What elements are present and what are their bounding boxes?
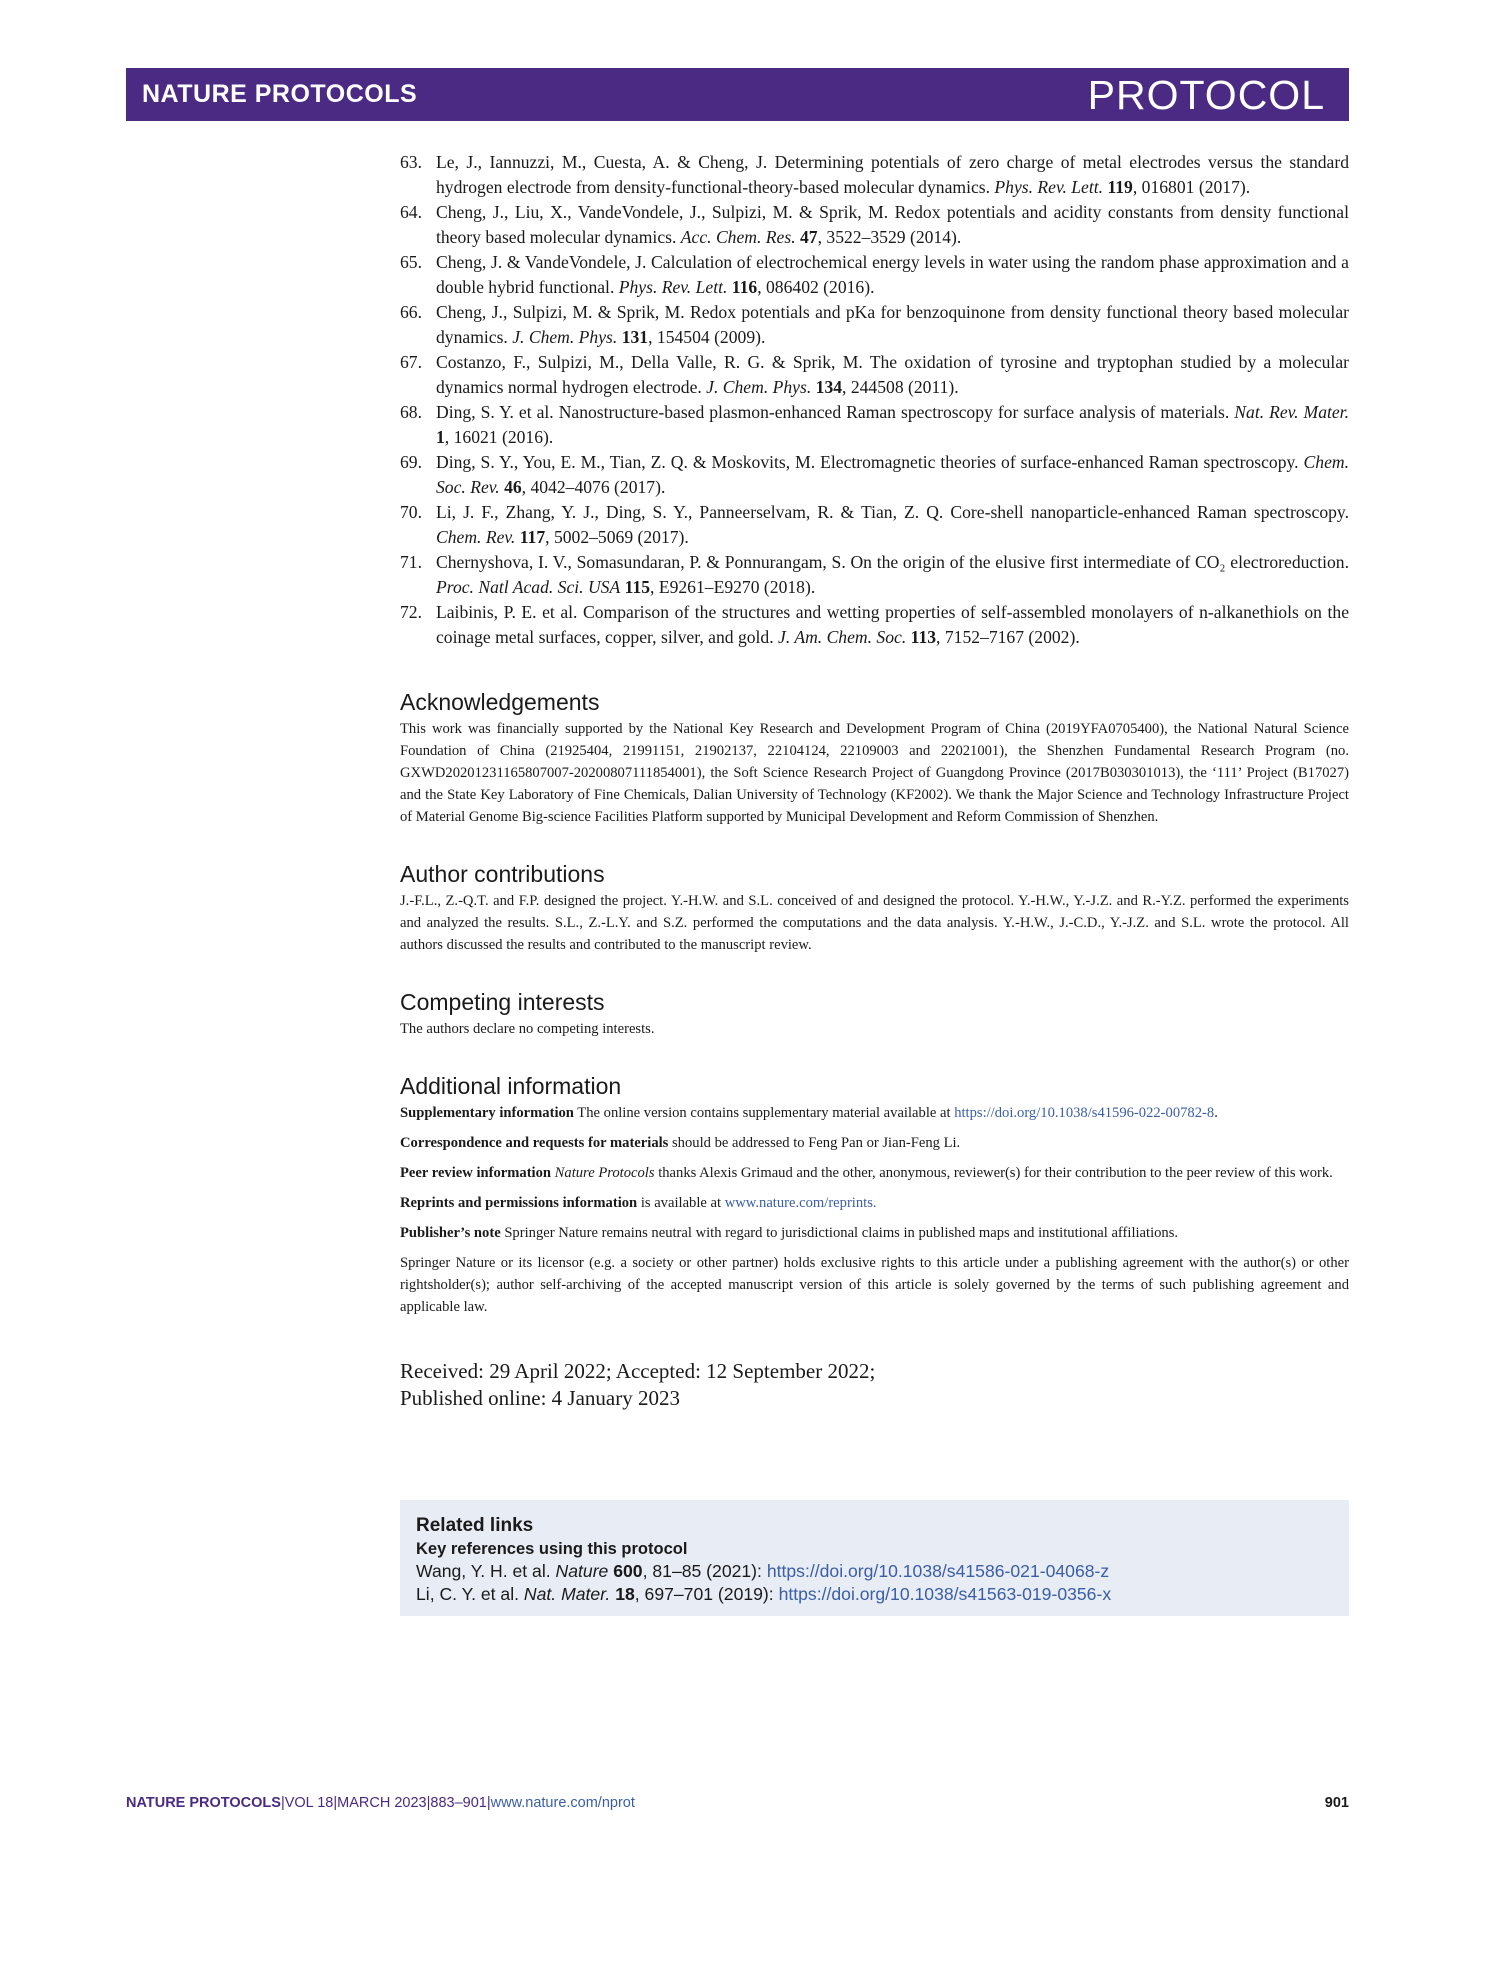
reference-number: 71. [400,552,422,572]
reference-journal: Acc. Chem. Res. [680,227,796,247]
reference-journal: Phys. Rev. Lett. [618,277,728,297]
publisher-note: Publisher’s note Springer Nature remains neutral with regard to jurisdictional claims in published maps and institutional affiliations. [400,1225,1179,1241]
reference-volume: 116 [731,277,758,297]
author-contributions-heading: Author contributions [400,861,605,887]
reference-item: 71. Chernyshova, I. V., Somasundaran, P. & Ponnurangam, S. On the origin of the elusive first intermediate of CO₂ electroreduction. Proc. Natl Acad. Sci. USA 115, E9261–E9270 (2018). [400,552,1349,597]
reference-journal: J. Chem. Phys. [512,327,618,347]
author-contributions-section [400,860,1349,956]
peer-review-information: Peer review information Nature Protocols thanks Alexis Grimaud and the other, anonymous, reviewer(s) for their contribution to the peer review of this work. [400,1165,1333,1181]
reference-number: 64. [400,202,422,222]
reference-item: 65. Cheng, J. & VandeVondele, J. Calculation of electrochemical energy levels in water using the random phase approximation and a double hybrid functional. Phys. Rev. Lett. 116, 086402 (2016). [400,252,1349,297]
reference-item: 69. Ding, S. Y., You, E. M., Tian, Z. Q. & Moskovits, M. Electromagnetic theories of surface-enhanced Raman spectroscopy. Chem. Soc. Rev. 46, 4042–4076 (2017). [400,452,1349,497]
license-statement: Springer Nature or its licensor (e.g. a society or other partner) holds exclusive rights to this article under a publishing agreement with the author(s) or other rightsholder(s); author self-archiving of the accepted manuscript version of this article is solely governed by the terms of such publishing agreement and applicable law. [400,1255,1349,1315]
article-type: PROTOCOL [1087,72,1325,118]
reference-item: 66. Cheng, J., Sulpizi, M. & Sprik, M. Redox potentials and pKa for benzoquinone from density functional theory based molecular dynamics. J. Chem. Phys. 131, 154504 (2009). [400,302,1349,347]
author-contributions-text: J.-F.L., Z.-Q.T. and F.P. designed the project. Y.-H.W. and S.L. conceived of and designed the protocol. Y.-H.W., Y.-J.Z. and R.-Y.Z. performed the experiments and analyzed the results. S.L., Z.-L.Y. and S.Z. performed the computations and the data analysis. Y.-H.W., J.-C.D., Y.-J.Z. and S.L. wrote the protocol. All authors discussed the results and contributed to the manuscript review. [400,893,1349,953]
related-link-item: Wang, Y. H. et al. Nature 600, 81–85 (2021): https://doi.org/10.1038/s41586-021-04068-z [416,1561,1110,1581]
footer-volume: VOL 18 [284,1795,334,1811]
reference-number: 63. [400,152,422,172]
page-footer: NATURE PROTOCOLS|VOL 18|MARCH 2023|883–901|www.nature.com/nprot 901 [126,1795,1349,1811]
publication-dates [400,1358,1349,1412]
reference-item: 72. Laibinis, P. E. et al. Comparison of the structures and wetting properties of self-assembled monolayers of n-alkanethiols on the coinage metal surfaces, copper, silver, and gold. J. Am. Chem. Soc. 113, 7152–7167 (2002). [400,602,1349,647]
reference-journal: Phys. Rev. Lett. [994,177,1104,197]
acknowledgements-text: This work was financially supported by the National Key Research and Development Program of China (2019YFA0705400), the National Natural Science Foundation of China (21925404, 21991151, 21902137, 22104124, 22109003 and 22021001), the Shenzhen Fundamental Research Program (no. GXWD20201231165807007-20200807111854001), the Soft Science Research Project of Guangdong Province (2017B030301013), the ‘111’ Project (B17027) and the State Key Laboratory of Fine Chemicals, Dalian University of Technology (KF2002). We thank the Major Science and Technology Infrastructure Project of Material Genome Big-science Facilities Platform supported by Municipal Development and Reform Commission of Shenzhen. [400,721,1349,825]
reference-journal: Proc. Natl Acad. Sci. USA [436,577,621,597]
reference-journal: Nat. Rev. Mater. [1234,402,1349,422]
related-links-subtitle: Key references using this protocol [416,1540,688,1558]
acknowledgements-heading: Acknowledgements [400,689,600,715]
reference-item: 68. Ding, S. Y. et al. Nanostructure-based plasmon-enhanced Raman spectroscopy for surface analysis of materials. Nat. Rev. Mater. 1, 16021 (2016). [400,402,1349,447]
related-doi-link[interactable]: https://doi.org/10.1038/s41563-019-0356-x [778,1584,1112,1604]
reference-volume: 115 [624,577,651,597]
additional-information-section [400,1072,1349,1318]
reference-journal: J. Am. Chem. Soc. [778,627,907,647]
supplementary-information: Supplementary information The online version contains supplementary material available at https://doi.org/10.1038/s41596-022-00782-8. [400,1105,1218,1121]
reference-volume: 131 [621,327,649,347]
reference-item: 64. Cheng, J., Liu, X., VandeVondele, J., Sulpizi, M. & Sprik, M. Redox potentials and acidity constants from density functional theory based molecular dynamics. Acc. Chem. Res. 47, 3522–3529 (2014). [400,202,1349,247]
acknowledgements-section [400,688,1349,828]
reference-volume: 46 [504,477,522,497]
competing-interests-text: The authors declare no competing interests. [400,1021,655,1037]
journal-name: NATURE PROTOCOLS [142,80,418,108]
reference-number: 65. [400,252,422,272]
reference-number: 70. [400,502,422,522]
competing-interests-heading: Competing interests [400,989,605,1015]
reference-number: 68. [400,402,422,422]
reference-number: 72. [400,602,422,622]
correspondence-information: Correspondence and requests for materials should be addressed to Feng Pan or Jian-Feng Li. [400,1135,961,1151]
competing-interests-section [400,988,1349,1040]
footer-journal-link[interactable]: www.nature.com/nprot [490,1795,635,1811]
reference-item: 63. Le, J., Iannuzzi, M., Cuesta, A. & Cheng, J. Determining potentials of zero charge of metal electrodes versus the standard hydrogen electrode from density-functional-theory-based molecular dynamics. Phys. Rev. Lett. 119, 016801 (2017). [400,152,1349,197]
supplementary-link[interactable]: https://doi.org/10.1038/s41596-022-00782-8 [954,1105,1215,1121]
reprints-information: Reprints and permissions information is available at www.nature.com/reprints. [400,1195,877,1211]
footer-issue: MARCH 2023 [337,1795,427,1811]
main-content [400,150,1349,1412]
related-doi-link[interactable]: https://doi.org/10.1038/s41586-021-04068-z [766,1561,1110,1581]
reference-volume: 117 [519,527,546,547]
journal-header-bar [126,68,1349,121]
related-link-item: Li, C. Y. et al. Nat. Mater. 18, 697–701 (2019): https://doi.org/10.1038/s41563-019-0356-x [416,1584,1112,1604]
received-accepted-dates: Received: 29 April 2022; Accepted: 12 September 2022; [400,1359,876,1383]
reference-number: 69. [400,452,422,472]
reference-volume: 47 [800,227,818,247]
footer-journal: NATURE PROTOCOLS [126,1795,281,1811]
related-links-title: Related links [416,1515,534,1536]
reference-volume: 134 [815,377,843,397]
reference-list [400,150,1349,650]
additional-information-heading: Additional information [400,1073,622,1099]
reference-item: 67. Costanzo, F., Sulpizi, M., Della Valle, R. G. & Sprik, M. The oxidation of tyrosine and tryptophan studied by a molecular dynamics normal hydrogen electrode. J. Chem. Phys. 134, 244508 (2011). [400,352,1349,397]
reference-journal: J. Chem. Phys. [706,377,812,397]
reference-volume: 119 [1107,177,1133,197]
reference-volume: 113 [910,627,937,647]
reference-number: 66. [400,302,422,322]
page-number: 901 [1324,1795,1349,1811]
footer-pages: 883–901 [430,1795,487,1811]
reference-journal: Chem. Soc. Rev. [436,452,1349,497]
reference-volume: 1 [436,427,445,447]
reference-journal: Chem. Rev. [436,527,516,547]
reference-item: 70. Li, J. F., Zhang, Y. J., Ding, S. Y., Panneerselvam, R. & Tian, Z. Q. Core-shell nanoparticle-enhanced Raman spectroscopy. Chem. Rev. 117, 5002–5069 (2017). [400,502,1349,547]
reference-number: 67. [400,352,422,372]
related-links-box [400,1500,1349,1616]
published-date: Published online: 4 January 2023 [400,1386,680,1410]
reprints-link[interactable]: www.nature.com/reprints. [724,1195,877,1211]
